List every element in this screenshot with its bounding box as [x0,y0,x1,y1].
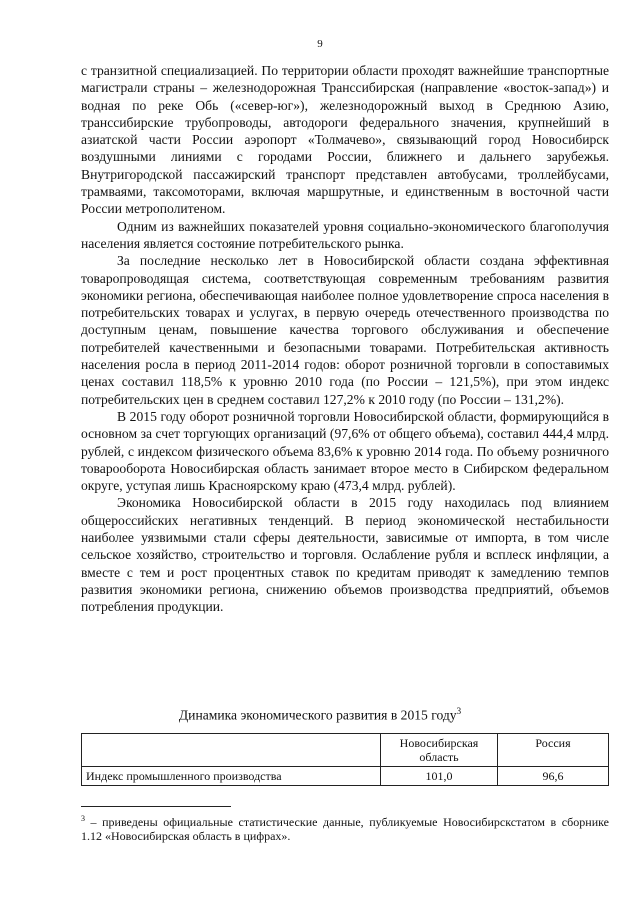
footnote [81,812,609,843]
footnote-mark: 3 [81,814,85,823]
table-header-cell: Россия [498,734,609,767]
table-row [82,767,609,786]
table-cell: 96,6 [498,767,609,786]
table-title-text: Динамика экономического развития в 2015 году [178,707,457,723]
table-header-row [82,734,609,767]
footnote-divider [81,806,231,807]
paragraph: В 2015 году оборот розничной торговли Новосибирской области, формирующийся в основном за счет торгующих организаций (97,6% от общего объема), составил 444,4 млрд. рублей, с индексом физического объема 83,6% к уровню 2014 года. По объему розничного товарооборота Новосибирская область занимает второе место в Сибирском федеральном округе, уступая лишь Красноярскому краю (473,4 млрд. рублей). [81,408,609,494]
paragraph: с транзитной специализацией. По территории области проходят важнейшие транспортные магистрали страны – железнодорожная Транссибирская (направление «восток-запад») и водная по реке Обь («север-юг»), железнодорожный выход в Среднюю Азию, транссибирские трубопроводы, автодороги федерального значения, крупнейший в азиатской части России аэропорт «Толмачево», связывающий город Новосибирск воздушными линиями с городами России, ближнего и дальнего зарубежья. Внутригородской пассажирский транспорт представлен автобусами, троллейбусами, трамваями, таксомоторами, включая маршрутные, и единственным в восточной части России метрополитеном. [81,63,609,217]
paragraph: Экономика Новосибирской области в 2015 году находилась под влиянием общероссийских негативных тенденций. В период экономической нестабильности наиболее уязвимыми стали сферы деятельности, зависимые от импорта, в том числе сельское хозяйство, строительство и торговля. Ослабление рубля и всплеск инфляции, а вместе с тем и рост процентных ставок по кредитам приводят к замедлению темпов развития экономики региона, снижению объемов производства предприятий, объемов потребления продукции. [81,495,609,615]
table-title [0,706,640,724]
page-number: 9 [317,38,323,50]
table-header-cell: Новосибирская область [381,734,498,767]
table-cell: Индекс промышленного производства [82,767,381,786]
document-body [81,62,609,616]
footnote-reference: 3 [456,706,462,716]
economic-dynamics-table [81,733,609,786]
paragraph: Одним из важнейших показателей уровня социально-экономического благополучия населения является состояние потребительского рынка. [81,218,609,251]
table-cell: 101,0 [381,767,498,786]
footnote-text: – приведены официальные статистические данные, публикуемые Новосибирскстатом в сборнике 1.12 «Новосибирская область в цифрах». [81,815,609,843]
paragraph: За последние несколько лет в Новосибирской области создана эффективная товаропроводящая система, соответствующая современным требованиям развития экономики региона, обеспечивающая наиболее полное удовлетворение спроса населения в потребительских товарах и услугах, в первую очередь отечественного производства по доступным ценам, повышение качества торгового обслуживания и обеспечение потребителей качественными и безопасными товарами. Потребительская активность населения росла в период 2011-2014 годов: оборот розничной торговли в сопоставимых ценах составил 118,5% к уровню 2010 года (по России – 121,5%), при этом индекс потребительских цен в среднем составил 127,2% к 2010 году (по России – 131,2%). [81,253,609,407]
table-header-cell [82,734,381,767]
